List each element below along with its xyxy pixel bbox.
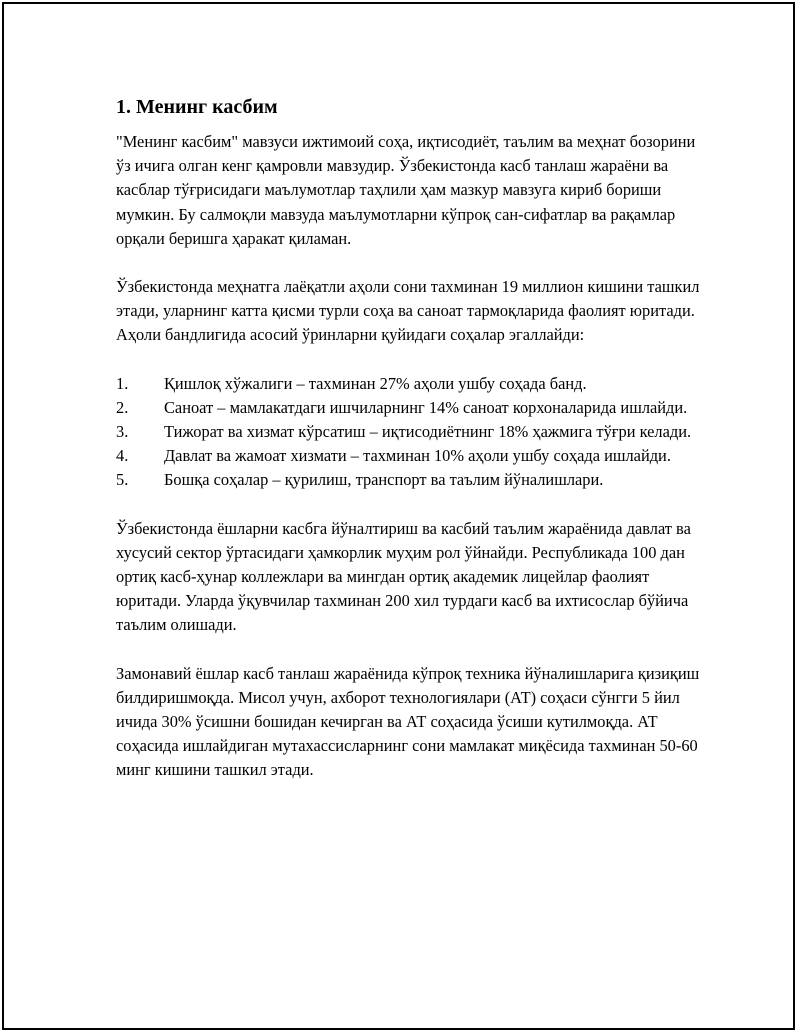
paragraph-modern-youth: Замонавий ёшлар касб танлаш жараёнида кўпроқ техника йўналишларига қизиқиш билдиришмоқда. Мисол учун, ахборот технологиялари (АТ) соҳаси сўнгги 5 йил ичида 30% ўсишни бошидан кечирган ва АТ соҳасида ўсиши кутилмоқда. АТ соҳасида ишлайдиган мутахассисларнинг сони мамлакат миқёсида тахминан 50-60 минг кишини ташкил этади. — [116, 663, 700, 780]
paragraph-employment: Ўзбекистонда меҳнатга лаёқатли аҳоли сони тахминан 19 миллион кишини ташкил этади, уларнинг катта қисми турли соҳа ва саноат тармоқларида фаолият юритади. Аҳоли бандлигида асосий ўринларни қуйидаги соҳалар эгаллайди: — [116, 277, 700, 345]
list-item-text: Тижорат ва хизмат кўрсатиш – иқтисодиётнинг 18% ҳажмига тўғри келади. — [164, 422, 692, 442]
employment-sectors-list — [116, 372, 706, 493]
section-heading: 1. Менинг касбим — [116, 96, 278, 118]
list-item-text: Саноат – мамлакатдаги ишчиларнинг 14% саноат корхоналарида ишлайди. — [164, 397, 688, 417]
document-body — [116, 94, 706, 783]
list-item — [116, 396, 706, 420]
list-item-text: Қишлоқ хўжалиги – тахминан 27% аҳоли ушбу соҳада банд. — [164, 373, 587, 393]
list-item — [116, 372, 706, 396]
list-item-text: Бошқа соҳалар – қурилиш, транспорт ва таълим йўналишлари. — [164, 470, 604, 490]
paragraph-vocational: Ўзбекистонда ёшларни касбга йўналтириш ва касбий таълим жараёнида давлат ва хусусий сектор ўртасидаги ҳамкорлик муҳим рол ўйнайди. Республикада 100 дан ортиқ касб-ҳунар коллежлари ва мингдан ортиқ академик лицейлар фаолият юритади. Уларда ўқувчилар тахминан 200 хил турдаги касб ва ихтисослар бўйича таълим олишади. — [116, 518, 691, 635]
list-item-number: 5. — [116, 470, 129, 490]
list-item-number: 4. — [116, 446, 129, 466]
list-item-text: Давлат ва жамоат хизмати – тахминан 10% аҳоли ушбу соҳада ишлайди. — [164, 446, 671, 466]
list-item — [116, 468, 706, 492]
list-item-number: 1. — [116, 373, 129, 393]
list-item-number: 3. — [116, 422, 129, 442]
list-item — [116, 444, 706, 468]
paragraph-intro: "Менинг касбим" мавзуси ижтимоий соҳа, иқтисодиёт, таълим ва меҳнат бозорини ўз ичига олган кенг қамровли мавзудир. Ўзбекистонда касб танлаш жараёни ва касблар тўғрисидаги маълумотлар таҳлили ҳам мазкур мавзуга кириб бориши мумкин. Бу салмоқли мавзуда маълумотларни кўпроқ сан-сифатлар ва рақамлар орқали беришга ҳаракат қиламан. — [116, 132, 696, 248]
list-item — [116, 420, 706, 444]
list-item-number: 2. — [116, 397, 129, 417]
